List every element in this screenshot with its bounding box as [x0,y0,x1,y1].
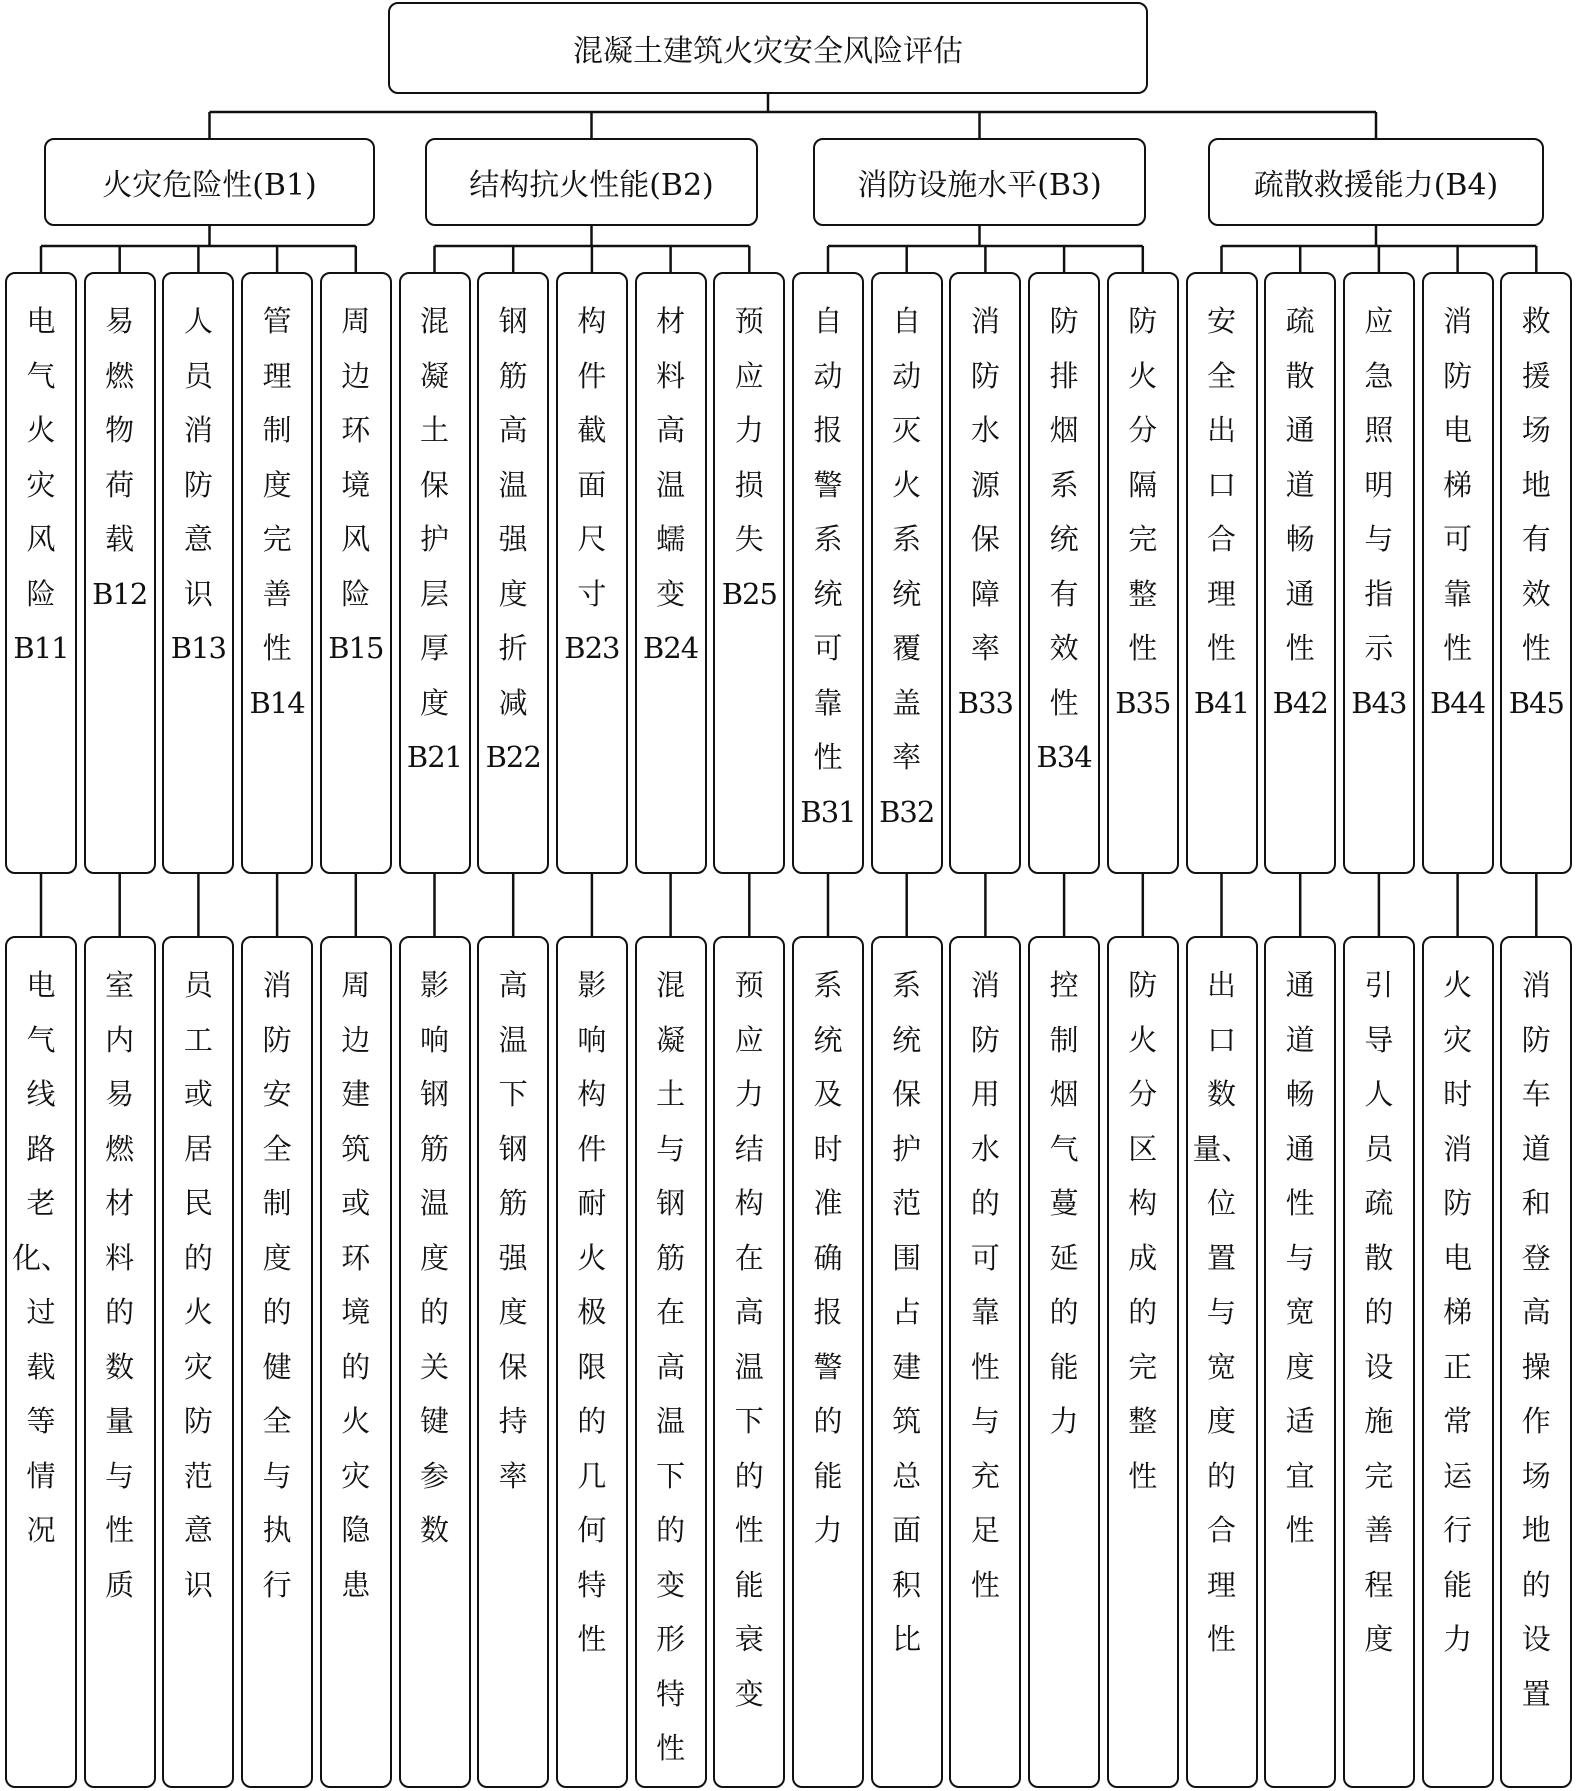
indicator-code: B35 [1115,685,1171,720]
indicator-node-b15 [320,272,392,874]
indicator-name: 自 动 灭 火 系 统 覆 盖 率 [892,304,922,774]
description-node-b44 [1422,936,1494,1788]
description-text: 系 统 及 时 准 确 报 警 的 能 力 [813,968,843,1547]
indicator-node-b32 [871,272,943,874]
indicator-name: 人 员 消 防 意 识 [183,304,213,611]
indicator-node-b43 [1343,272,1415,874]
indicator-node-b11 [5,272,77,874]
group-label: 消防设施水平(B3) [857,168,1102,203]
indicator-code: B22 [485,740,541,774]
description-node-b24 [635,936,707,1788]
description-node-b11 [5,936,77,1788]
indicator-code: B21 [406,740,463,774]
indicator-code: B23 [564,631,620,665]
description-text: 控 制 烟 气 蔓 延 的 能 力 [1049,968,1079,1438]
description-node-b33 [949,936,1021,1788]
description-text: 引 导 人 员 疏 散 的 设 施 完 善 程 度 [1364,968,1394,1656]
indicator-code: B32 [879,794,935,829]
indicator-code: B24 [642,631,699,665]
description-node-b42 [1264,936,1336,1788]
description-text: 系 统 保 护 范 围 占 建 筑 总 面 积 比 [892,968,922,1656]
root-node [388,2,1148,94]
indicator-code: B34 [1036,740,1092,774]
description-text: 消 防 安 全 制 度 的 健 全 与 执 行 [262,968,292,1602]
indicator-code: B11 [13,631,69,665]
indicator-code: B42 [1272,685,1328,720]
group-node [813,138,1146,226]
group-label: 疏散救援能力(B4) [1253,168,1499,203]
description-text: 影 响 钢 筋 温 度 的 关 键 参 数 [419,968,449,1547]
indicator-name: 混 凝 土 保 护 层 厚 度 [419,304,449,720]
description-node-b13 [162,936,234,1788]
indicator-code: B44 [1429,685,1486,720]
indicator-node-b33 [949,272,1021,874]
group-node [1208,138,1544,226]
description-text: 混 凝 土 与 钢 筋 在 高 温 下 的 变 形 特 性 [656,968,686,1765]
indicator-name: 救 援 场 地 有 效 性 [1521,304,1551,665]
description-text: 出 口 数 量、 位 置 与 宽 度 的 合 理 性 [1192,968,1251,1656]
indicator-name: 周 边 环 境 风 险 [341,304,371,611]
group-label: 结构抗火性能(B2) [469,168,714,203]
indicator-node-b35 [1107,272,1179,874]
description-node-b22 [477,936,549,1788]
indicator-node-b24 [635,272,707,874]
indicator-code: B15 [328,631,384,665]
description-node-b35 [1107,936,1179,1788]
group-label: 火灾危险性(B1) [102,168,317,203]
description-text: 火 灾 时 消 防 电 梯 正 常 运 行 能 力 [1443,968,1473,1656]
group-node [425,138,758,226]
description-node-b34 [1028,936,1100,1788]
indicator-name: 电 气 火 灾 风 险 [26,304,56,611]
indicator-node-b45 [1500,272,1572,874]
description-text: 预 应 力 结 构 在 高 温 下 的 性 能 衰 变 [734,968,764,1711]
indicator-node-b34 [1028,272,1100,874]
indicator-name: 钢 筋 高 温 强 度 折 减 [498,304,528,720]
description-text: 高 温 下 钢 筋 强 度 保 持 率 [498,968,528,1493]
description-node-b15 [320,936,392,1788]
indicator-node-b13 [162,272,234,874]
description-text: 消 防 用 水 的 可 靠 性 与 充 足 性 [970,968,1000,1602]
indicator-name: 管 理 制 度 完 善 性 [262,304,292,665]
indicator-name: 自 动 报 警 系 统 可 靠 性 [813,304,843,774]
indicator-node-b22 [477,272,549,874]
indicator-name: 消 防 水 源 保 障 率 [970,304,1000,665]
root-title: 混凝土建筑火灾安全风险评估 [573,34,963,69]
description-node-b41 [1186,936,1258,1788]
description-node-b14 [241,936,313,1788]
indicator-node-b21 [399,272,471,874]
indicator-name: 材 料 高 温 蠕 变 [656,304,686,611]
indicator-code: B31 [800,794,856,829]
indicator-name: 消 防 电 梯 可 靠 性 [1443,304,1473,665]
indicator-name: 构 件 截 面 尺 寸 [577,304,607,611]
indicator-node-b41 [1186,272,1258,874]
indicator-node-b42 [1264,272,1336,874]
indicator-node-b44 [1422,272,1494,874]
description-text: 电 气 线 路 老 化、 过 载 等 情 况 [11,968,70,1547]
indicator-code: B33 [957,685,1013,720]
description-text: 防 火 分 区 构 成 的 完 整 性 [1128,968,1158,1493]
indicator-name: 防 火 分 隔 完 整 性 [1128,304,1158,665]
indicator-code: B45 [1508,685,1564,720]
indicator-name: 应 急 照 明 与 指 示 [1364,304,1394,665]
group-node [44,138,375,226]
description-node-b21 [399,936,471,1788]
indicator-node-b14 [241,272,313,874]
description-text: 通 道 畅 通 性 与 宽 度 适 宜 性 [1285,968,1315,1547]
description-node-b25 [713,936,785,1788]
indicator-node-b31 [792,272,864,874]
description-text: 室 内 易 燃 材 料 的 数 量 与 性 质 [105,968,135,1602]
description-node-b12 [84,936,156,1788]
indicator-node-b12 [84,272,156,874]
indicator-code: B25 [721,576,777,611]
indicator-node-b23 [556,272,628,874]
description-node-b32 [871,936,943,1788]
indicator-node-b25 [713,272,785,874]
indicator-name: 安 全 出 口 合 理 性 [1206,304,1236,665]
description-text: 周 边 建 筑 或 环 境 的 火 灾 隐 患 [341,968,371,1602]
indicator-name: 疏 散 通 道 畅 通 性 [1285,304,1315,665]
description-text: 影 响 构 件 耐 火 极 限 的 几 何 特 性 [577,968,607,1656]
description-node-b43 [1343,936,1415,1788]
indicator-code: B14 [249,685,305,720]
indicator-name: 防 排 烟 系 统 有 效 性 [1049,304,1079,720]
description-node-b23 [556,936,628,1788]
indicator-name: 易 燃 物 荷 载 [105,304,135,556]
description-node-b31 [792,936,864,1788]
indicator-code: B43 [1351,685,1407,720]
description-text: 消 防 车 道 和 登 高 操 作 场 地 的 设 置 [1521,968,1551,1711]
description-node-b45 [1500,936,1572,1788]
indicator-name: 预 应 力 损 失 [734,304,764,556]
indicator-code: B12 [92,576,148,611]
indicator-code: B13 [170,631,226,665]
indicator-code: B41 [1193,685,1250,720]
description-text: 员 工 或 居 民 的 火 灾 防 范 意 识 [183,968,213,1602]
